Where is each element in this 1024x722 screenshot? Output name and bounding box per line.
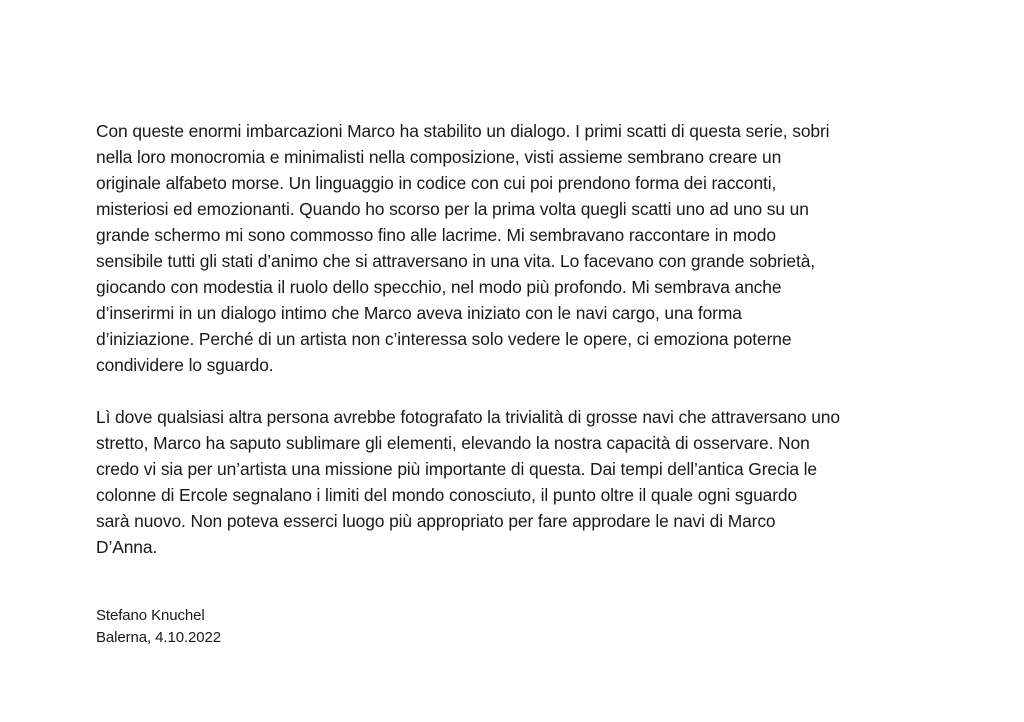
place-date: Balerna, 4.10.2022 (96, 629, 221, 646)
signature-block (96, 605, 221, 649)
author-name: Stefano Knuchel (96, 607, 205, 624)
document-body (96, 118, 936, 560)
paragraph-1: Con queste enormi imbarcazioni Marco ha stabilito un dialogo. I primi scatti di questa serie, sobri nella loro monocromia e minimalisti nella composizione, visti assieme sembrano creare un originale alfabeto morse. Un linguaggio in codice con cui poi prendono forma dei racconti, misteriosi ed emozionanti. Quando ho scorso per la prima volta quegli scatti uno ad uno su un grande schermo mi sono commosso fino alle lacrime. Mi sembravano raccontare in modo sensibile tutti gli stati d’animo che si attraversano in una vita. Lo facevano con grande sobrietà, giocando con modestia il ruolo dello specchio, nel modo più profondo. Mi sembrava anche d’inserirmi in un dialogo intimo che Marco aveva iniziato con le navi cargo, una forma d’iniziazione. Perché di un artista non c’interessa solo vedere le opere, ci emoziona poterne condividere lo sguardo. (96, 121, 830, 375)
paragraph-2: Lì dove qualsiasi altra persona avrebbe fotografato la trivialità di grosse navi che attraversano uno stretto, Marco ha saputo sublimare gli elementi, elevando la nostra capacità di osservare. Non credo vi sia per un’artista una missione più importante di questa. Dai tempi dell’antica Grecia le colonne di Ercole segnalano i limiti del mondo conosciuto, il punto oltre il quale ogni sguardo sarà nuovo. Non poteva esserci luogo più appropriato per fare approdare le navi di Marco D’Anna. (96, 407, 840, 557)
